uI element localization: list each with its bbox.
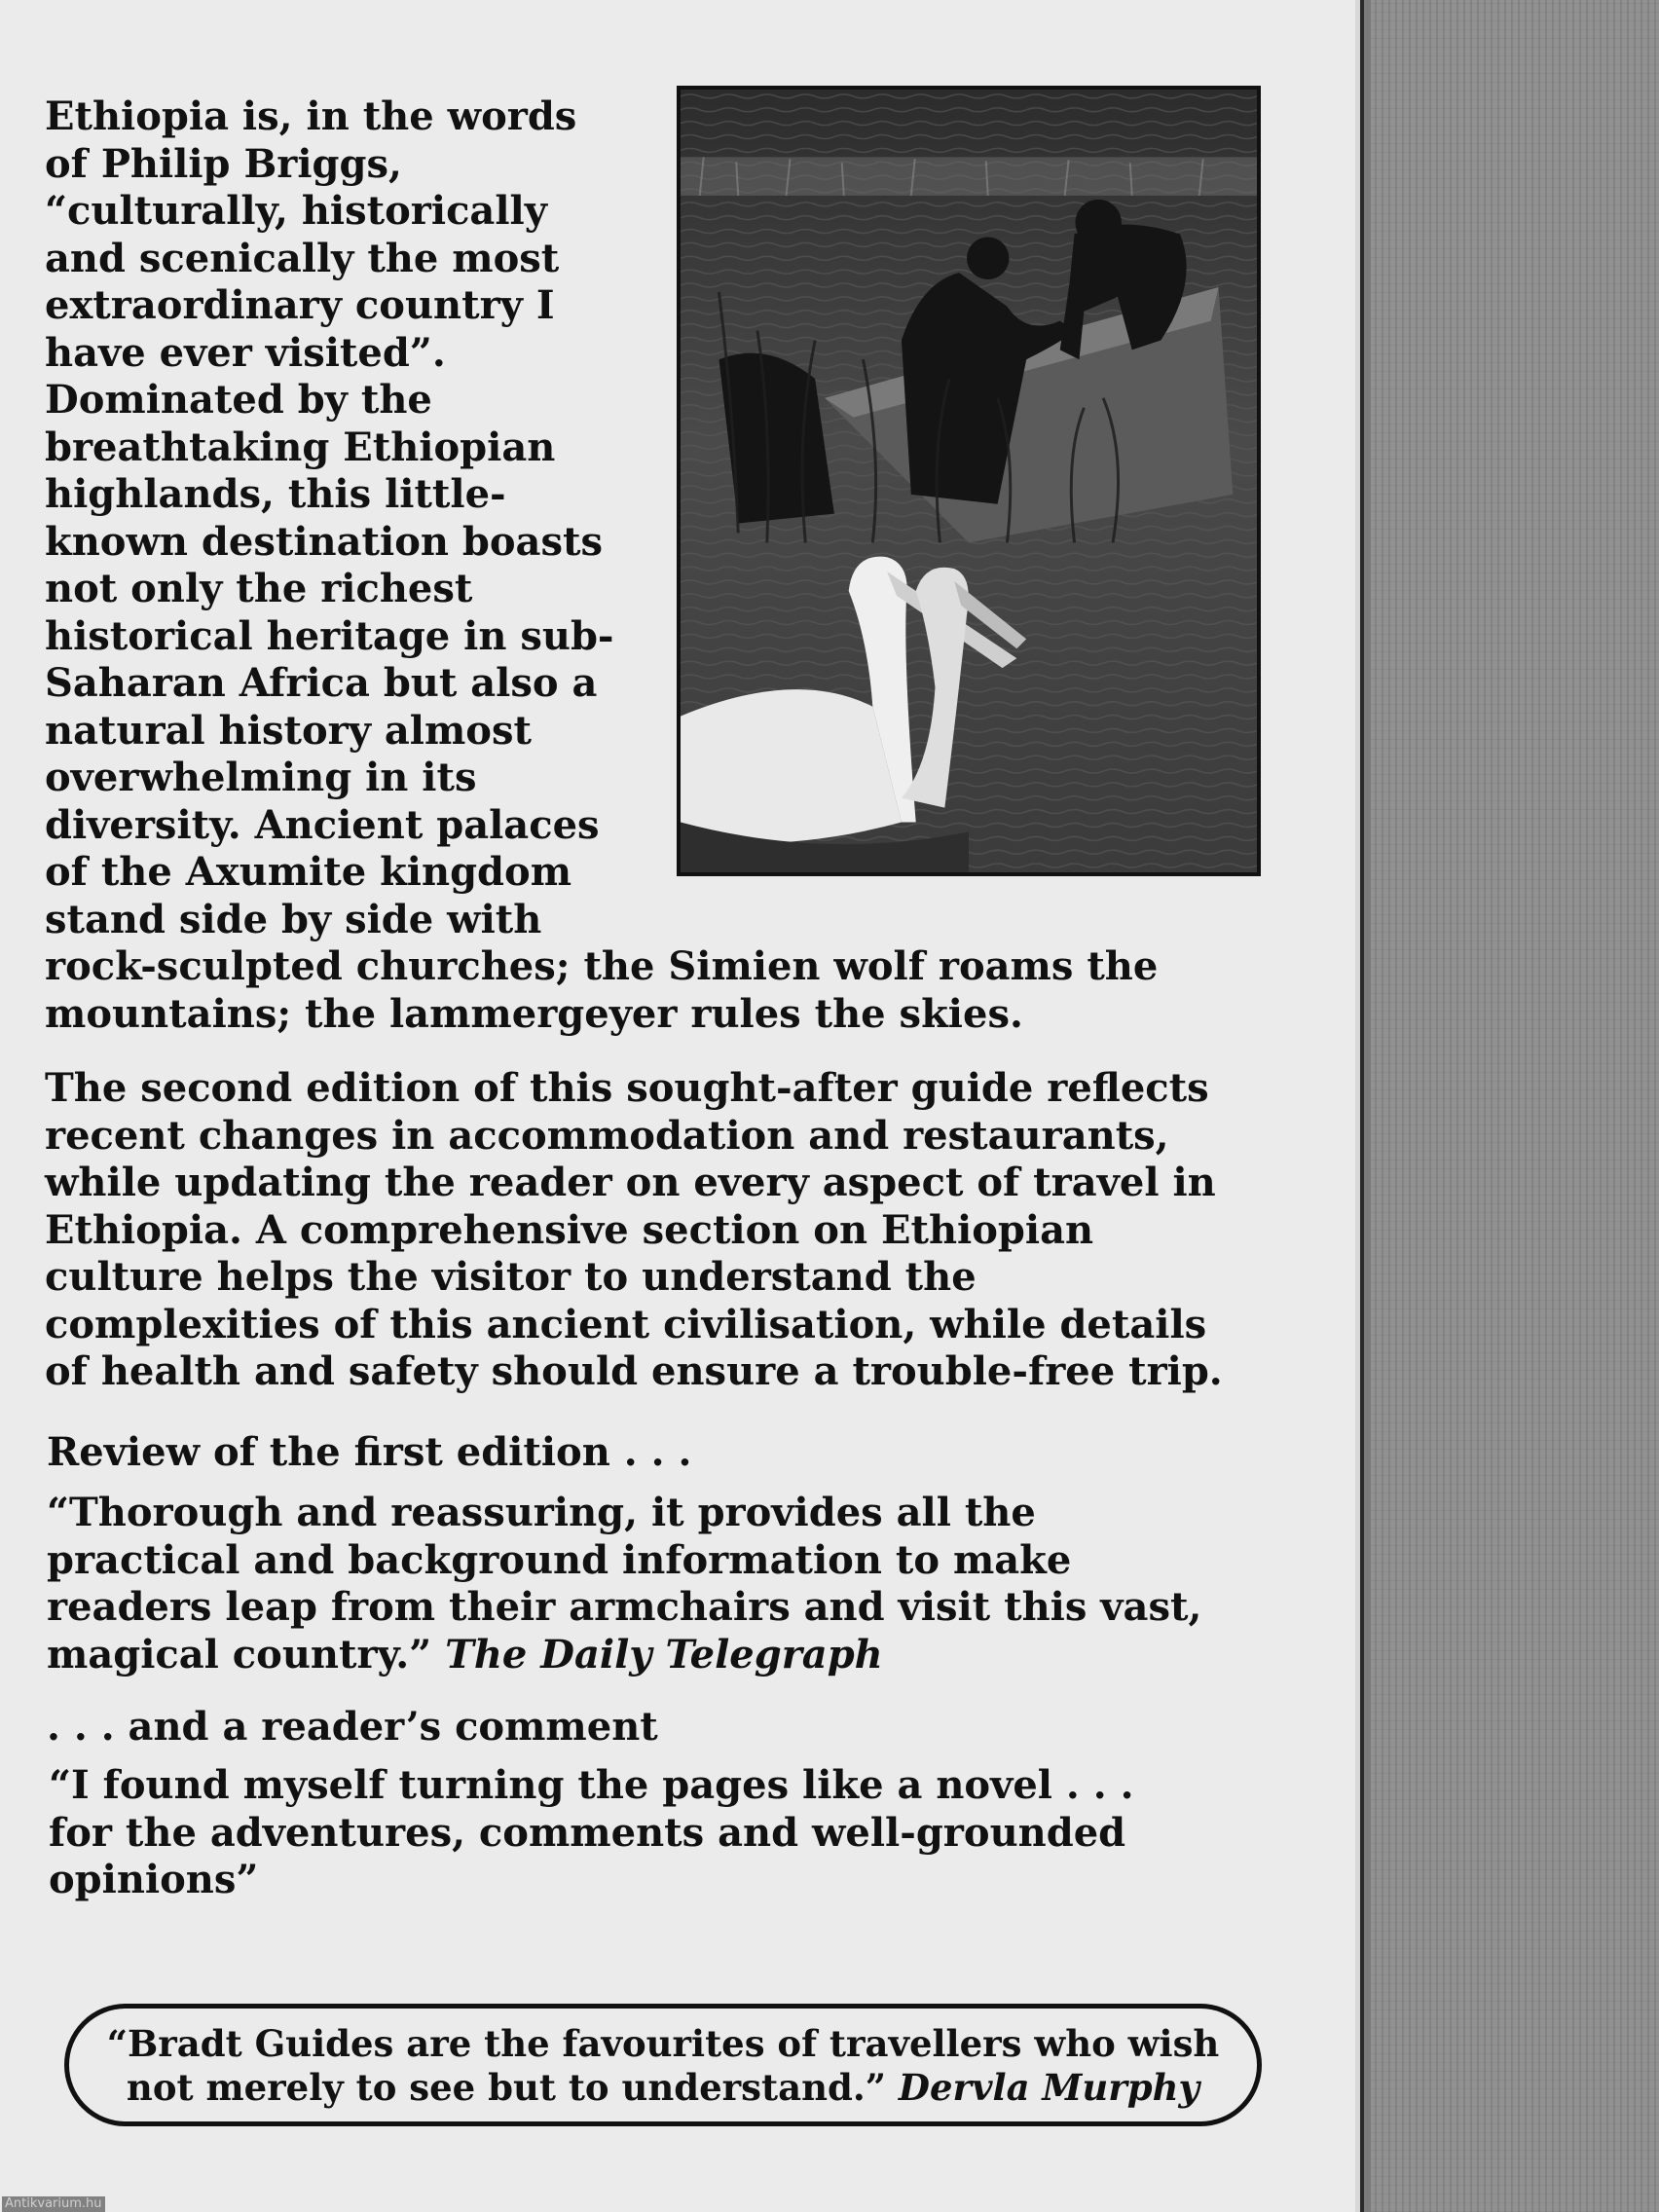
edition-line: while updating the reader on every aspect of travel in (45, 1160, 1216, 1205)
intro-line: “culturally, historically (45, 188, 547, 234)
reader-quote-line: opinions” (49, 1857, 259, 1902)
intro-line: Ethiopia is, in the words (45, 93, 577, 139)
intro-line: known destination boasts (45, 518, 603, 565)
review-quote (47, 1490, 1201, 1678)
review-quote-line: readers leap from their armchairs and visit this vast, (47, 1584, 1202, 1630)
photo-illustration (681, 90, 1257, 872)
review-quote-line: magical country.” (47, 1631, 432, 1677)
edition-line: complexities of this ancient civilisation, while details (45, 1301, 1207, 1347)
endorsement-line (69, 2066, 1257, 2110)
intro-line: breathtaking Ethiopian (45, 424, 556, 470)
review-source: The Daily Telegraph (445, 1631, 883, 1677)
intro-line: Dominated by the (45, 377, 432, 423)
endorsement-source: Dervla Murphy (898, 2066, 1200, 2109)
edition-line: of health and safety should ensure a trouble-free trip. (45, 1348, 1223, 1394)
reader-comment-quote (49, 1762, 1134, 1904)
endorsement-line: “Bradt Guides are the favourites of travellers who wish (106, 2022, 1220, 2065)
reader-comment-heading: . . . and a reader’s comment (47, 1704, 658, 1750)
edition-paragraph (45, 1065, 1223, 1396)
fishermen-boat-pelicans-photo (677, 86, 1261, 876)
intro-line: Saharan Africa but also a (45, 660, 598, 706)
intro-line: and scenically the most (45, 235, 560, 281)
intro-line: highlands, this little- (45, 471, 506, 517)
intro-line: diversity. Ancient palaces (45, 801, 600, 848)
intro-line: of Philip Briggs, (45, 140, 402, 187)
intro-line: natural history almost (45, 707, 532, 754)
edition-line: culture helps the visitor to understand the (45, 1254, 977, 1300)
intro-line: stand side by side with (45, 896, 542, 942)
review-heading: Review of the first edition . . . (47, 1429, 692, 1475)
reader-quote-line: “I found myself turning the pages like a novel . . . (49, 1762, 1134, 1808)
review-quote-line: practical and background information to make (47, 1536, 1072, 1583)
edition-line: The second edition of this sought-after guide reflects (45, 1065, 1209, 1111)
intro-line: not only the richest (45, 566, 473, 611)
review-quote-line: “Thorough and reassuring, it provides all the (47, 1490, 1036, 1535)
watermark: Antikvarium.hu (2, 2196, 105, 2212)
edition-line: recent changes in accommodation and restaurants, (45, 1112, 1169, 1159)
endorsement-text: not merely to see but to understand.” (126, 2066, 887, 2109)
intro-line: of the Axumite kingdom (45, 849, 572, 895)
table-surface (1368, 0, 1659, 2212)
endorsement-box (64, 2004, 1262, 2126)
intro-line: extraordinary country I (45, 282, 555, 328)
edition-line: Ethiopia. A comprehensive section on Ethiopian (45, 1206, 1094, 1253)
intro-line: mountains; the lammergeyer rules the skies. (45, 990, 1023, 1037)
intro-line: overwhelming in its (45, 755, 477, 800)
intro-line: have ever visited”. (45, 329, 446, 376)
intro-line: historical heritage in sub- (45, 612, 614, 659)
intro-line: rock-sculpted churches; the Simien wolf roams the (45, 943, 1159, 989)
reader-quote-line: for the adventures, comments and well-grounded (49, 1809, 1126, 1856)
